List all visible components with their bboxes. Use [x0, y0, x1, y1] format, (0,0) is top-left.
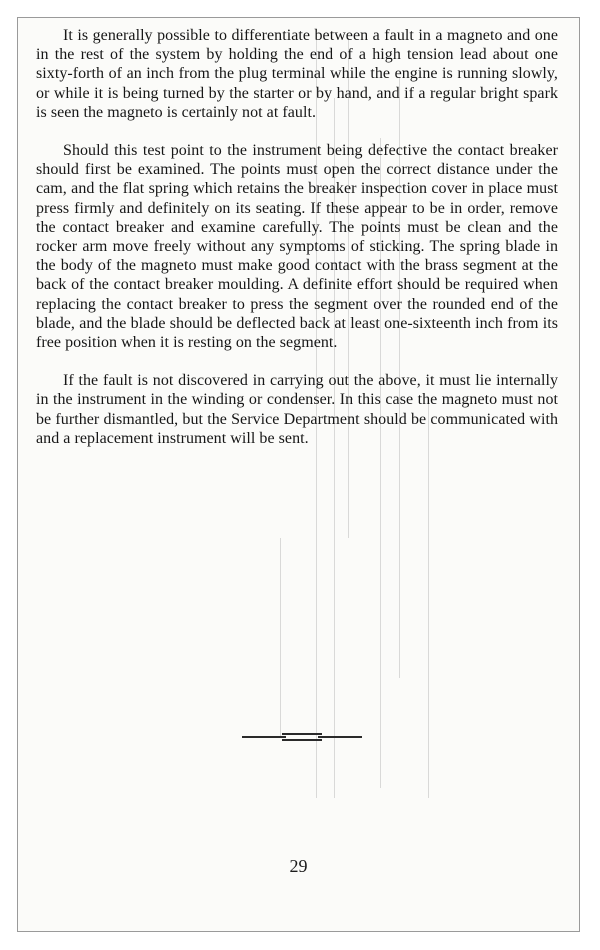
book-page — [17, 17, 580, 932]
paragraph: Should this test point to the instrument being defective the contact breaker should first be examined. The points must open the correct distance under the cam, and the flat spring which retains the breaker inspection cover in place must press firmly and definitely on its seating. If these appear to be in order, remove the contact breaker and examine carefully. The points must be clean and the rocker arm move freely without any symptoms of sticking. The spring blade in the body of the magneto must make good contact with the brass segment at the back of the contact breaker moulding. A definite effort should be required when replacing the contact breaker to press the segment over the rounded end of the blade, and the blade should be deflected back at least one-sixteenth inch from its free position when it is resting on the segment. — [36, 142, 558, 352]
page-number: 29 — [289, 856, 308, 876]
ornament-rule — [282, 739, 322, 741]
scan-streak — [280, 538, 281, 738]
ornament-rule — [242, 736, 286, 738]
paragraph: It is generally possible to differentiate between a fault in a magneto and one in the rest of the system by holding the end of a high tension lead about one sixty-forth of an inch from the plug terminal while the engine is running slowly, or while it is being turned by the starter or by hand, and if a regular bright spark is seen the magneto is certainly not at fault. — [36, 27, 558, 121]
body-text — [36, 26, 558, 467]
ornament-rule — [318, 736, 362, 738]
ornament-rule — [282, 733, 322, 735]
section-end-ornament — [242, 732, 362, 742]
paragraph: If the fault is not discovered in carrying out the above, it must lie internally in the instrument in the winding or condenser. In this case the magneto must not be further dismantled, but the Service Department should be communicated with and a replacement instrument will be sent. — [36, 372, 558, 447]
